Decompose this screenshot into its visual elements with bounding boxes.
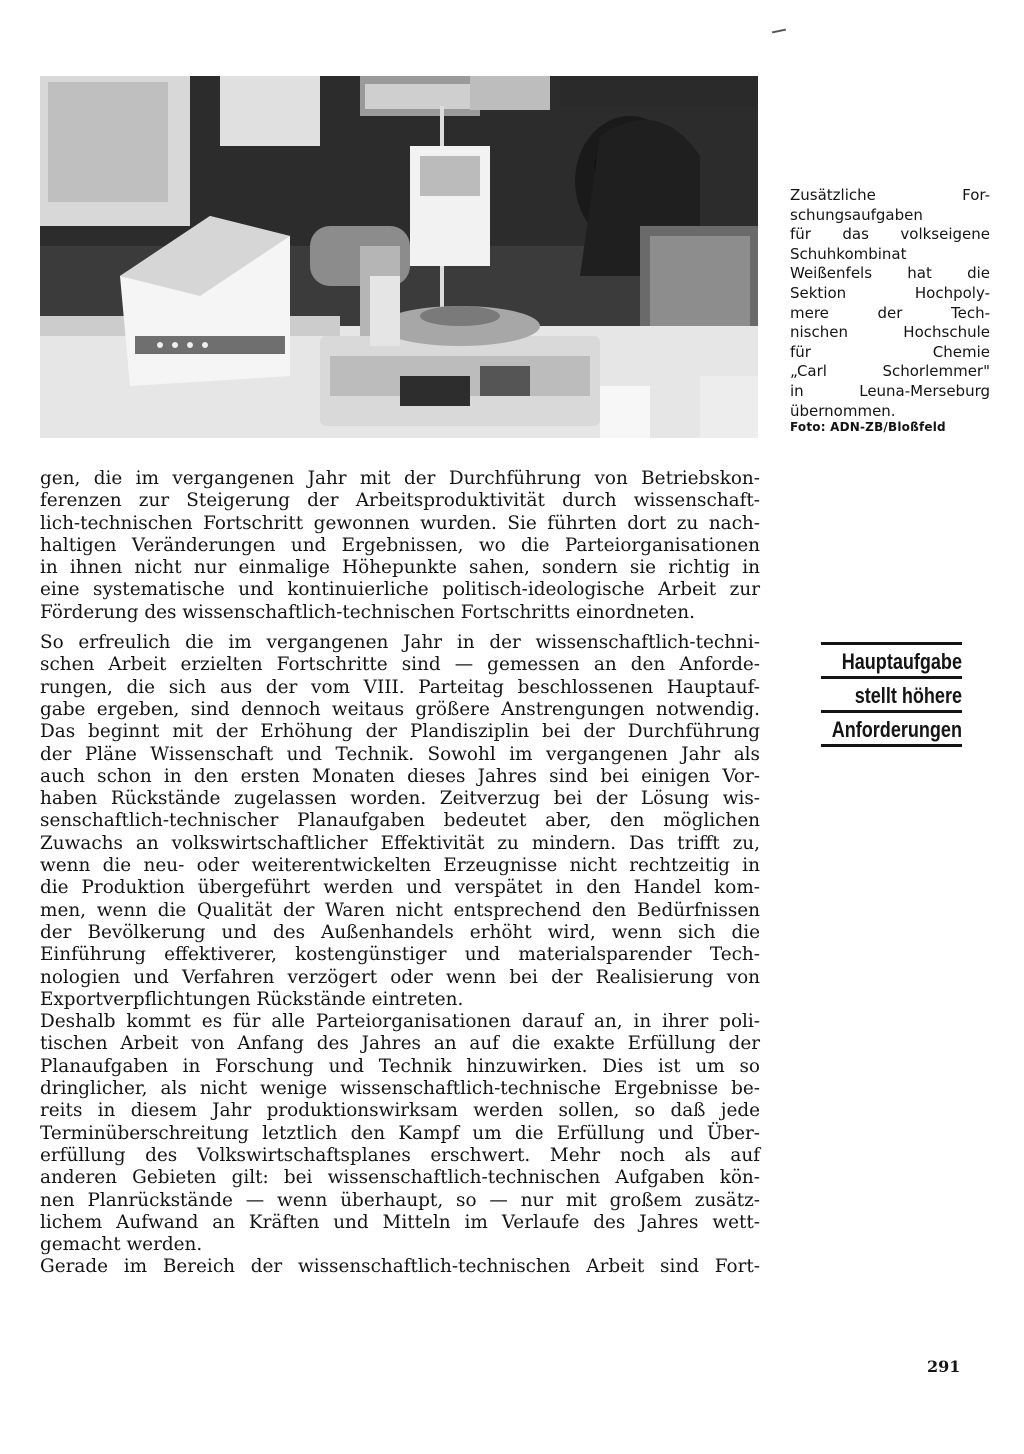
text-line: die Produktion übergeführt werden und verspätet in den Handel kom- (40, 877, 760, 899)
caption-line: Zusätzliche For- (790, 186, 990, 204)
scan-mark (772, 29, 786, 34)
text-line: haltigen Veränderungen und Ergebnissen, wo die Parteiorganisationen (40, 534, 760, 556)
text-line: Einführung effektiverer, kostengünstiger und materialsparender Tech- (40, 944, 760, 966)
text-line: schen Arbeit erzielten Fortschritte sind — gemessen an den Anforde- (40, 654, 760, 676)
text-line: nen Planrückstände — wenn überhaupt, so — nur mit großem zusätz- (40, 1189, 760, 1211)
caption-line: mere der Tech- (790, 303, 990, 322)
text-line: eine systematische und kontinuierliche politisch-ideologische Arbeit zur (40, 579, 760, 601)
text-line: Das beginnt mit der Erhöhung der Plandisziplin bei der Durchführung (40, 721, 760, 743)
text-line: wenn die neu- oder weiterentwickelten Erzeugnisse nicht rechtzeitig in (40, 855, 760, 877)
caption-line: nischen Hochschule (790, 323, 990, 342)
margin-heading-line: Hauptaufgabe (821, 642, 962, 676)
text-line: nologien und Verfahren verzögert oder wenn bei der Realisierung von (40, 966, 760, 988)
caption-line: in Leuna-Merseburg (790, 381, 990, 400)
text-line: der Bevölkerung und des Außenhandels erhöht wird, wenn sich die (40, 921, 760, 943)
lab-photo-image (40, 76, 758, 438)
text-line: Deshalb kommt es für alle Parteiorganisationen darauf an, in ihrer poli- (40, 1011, 760, 1033)
text-line: So erfreulich die im vergangenen Jahr in der wissenschaftlich-techni- (40, 632, 760, 654)
text-line: lichem Aufwand an Kräften und Mitteln im Verlaufe des Jahres wett- (40, 1211, 760, 1233)
text-line: erfüllung des Volkswirtschaftsplanes erschwert. Mehr noch als auf (40, 1144, 760, 1166)
text-line: Exportverpflichtungen Rückstände eintreten. (40, 988, 464, 1010)
caption-line: Sektion Hochpoly- (790, 283, 990, 302)
text-line: in ihnen nicht nur einmalige Höhepunkte sahen, sondern sie richtig in (40, 557, 760, 579)
caption-line: für Chemie (790, 342, 990, 361)
paragraph (40, 1011, 760, 1256)
caption-line: Schuhkombinat (790, 244, 907, 263)
caption-line: schungsaufgaben (790, 205, 923, 224)
lab-photo (40, 76, 758, 438)
margin-heading-line: stellt höhere (821, 676, 962, 710)
paragraph (40, 632, 760, 1011)
page-number: 291 (927, 1357, 961, 1376)
paragraph (40, 468, 760, 624)
text-line: reits in diesem Jahr produktionswirksam werden sollen, so daß jede (40, 1100, 760, 1122)
text-line: Terminüberschreitung letztlich den Kampf um die Erfüllung und Über- (40, 1122, 760, 1144)
photo-credit: Foto: ADN-ZB/Bloßfeld (790, 420, 946, 434)
text-line: rungen, die sich aus der vom VIII. Parteitag beschlossenen Hauptauf- (40, 676, 760, 698)
caption-line: für das volkseigene (790, 225, 990, 244)
text-line: men, wenn die Qualität der Waren nicht entsprechend den Bedürfnissen (40, 899, 760, 921)
text-line: Gerade im Bereich der wissenschaftlich-technischen Arbeit sind Fort- (40, 1256, 760, 1278)
text-line: der Pläne Wissenschaft und Technik. Sowohl im vergangenen Jahr als (40, 743, 760, 765)
text-line: haben Rückstände zugelassen worden. Zeitverzug bei der Lösung wis- (40, 788, 760, 810)
caption-line: „Carl Schorlemmer" (790, 362, 990, 381)
body-text (40, 468, 760, 1279)
text-line: gemacht werden. (40, 1234, 203, 1256)
text-line: senschaftlich-technischer Planaufgaben bedeutet aber, den möglichen (40, 810, 760, 832)
text-line: lich-technischen Fortschritt gewonnen wurden. Sie führten dort zu nach- (40, 512, 760, 534)
text-line: Zuwachs an volkswirtschaftlicher Effektivität zu mindern. Das trifft zu, (40, 832, 760, 854)
text-line: gen, die im vergangenen Jahr mit der Durchführung von Betriebskon- (40, 468, 760, 489)
text-line: dringlicher, als nicht wenige wissenschaftlich-technische Ergebnisse be- (40, 1078, 760, 1100)
text-line: Planaufgaben in Forschung und Technik hinzuwirken. Dies ist um so (40, 1055, 760, 1077)
caption-line: Weißenfels hat die (790, 264, 990, 283)
text-line: gabe ergeben, sind dennoch weitaus größere Anstrengungen notwendig. (40, 698, 760, 720)
caption-line: übernommen. (790, 401, 896, 420)
text-line: anderen Gebieten gilt: bei wissenschaftlich-technischen Aufgaben kön- (40, 1167, 760, 1189)
paragraph (40, 1256, 760, 1278)
text-line: Förderung des wissenschaftlich-technischen Fortschritts einordneten. (40, 601, 695, 623)
margin-heading (790, 642, 962, 747)
photo-caption (790, 186, 990, 421)
margin-heading-line: Anforderungen (821, 710, 962, 747)
text-line: auch schon in den ersten Monaten dieses Jahres sind bei einigen Vor- (40, 765, 760, 787)
text-line: ferenzen zur Steigerung der Arbeitsproduktivität durch wissenschaft- (40, 490, 760, 512)
text-line: tischen Arbeit von Anfang des Jahres an auf die exakte Erfüllung der (40, 1033, 760, 1055)
